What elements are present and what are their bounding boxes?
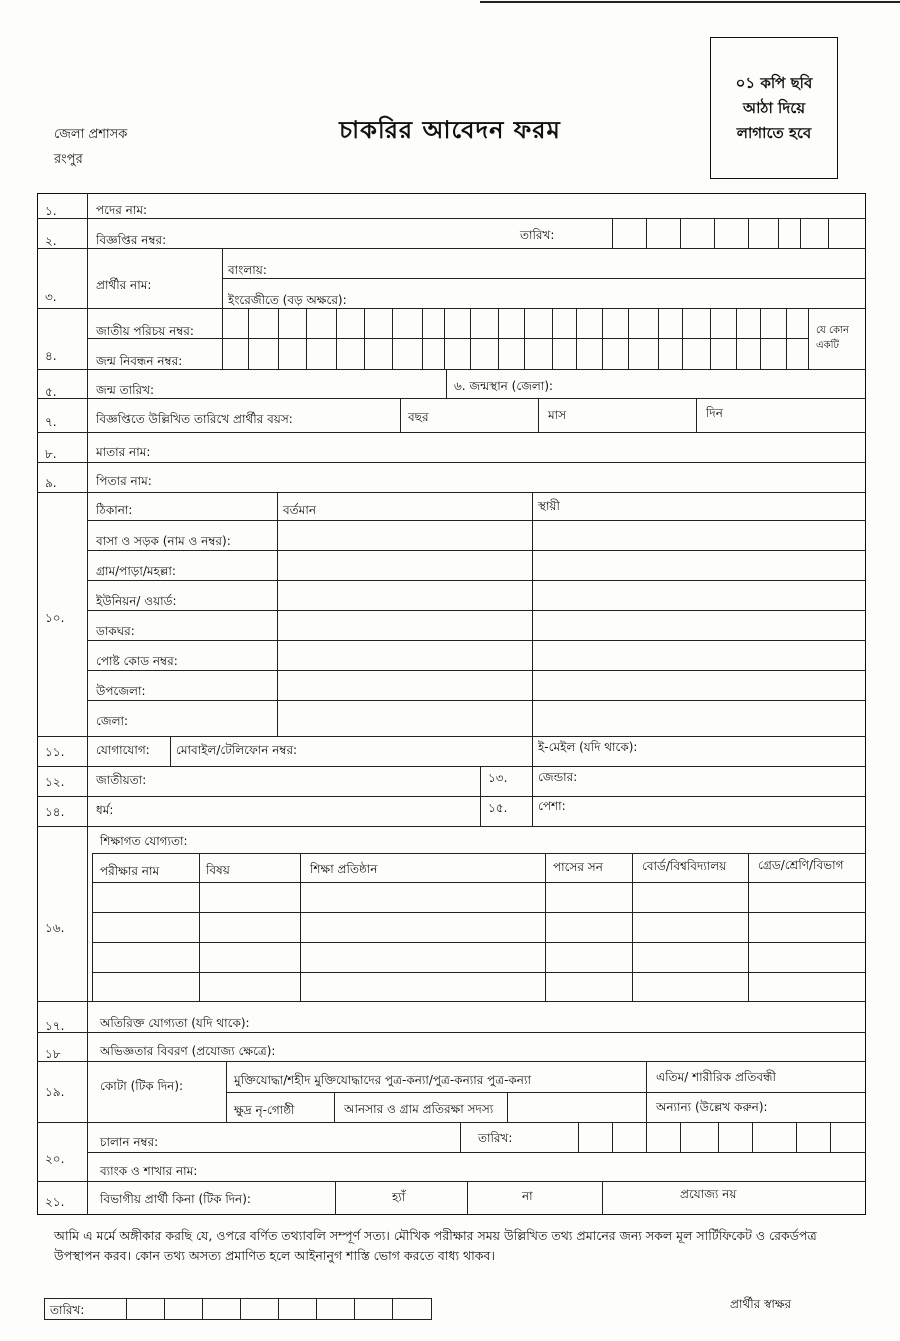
grid-v-line <box>467 1181 468 1215</box>
grid-v-line <box>760 308 761 369</box>
grid-v-line <box>532 766 533 826</box>
row-1-number: ১. <box>45 204 57 218</box>
grid-h-line <box>87 1152 866 1153</box>
grid-h-line <box>37 432 866 433</box>
grid-h-line <box>37 248 866 249</box>
age-day-label: দিন <box>706 406 723 420</box>
quota-ethnic-minority[interactable]: ক্ষুদ্র নৃ-গোষ্ঠী <box>234 1103 295 1117</box>
grid-v-line <box>248 308 249 369</box>
grid-h-line <box>37 218 866 219</box>
grid-v-line <box>498 308 499 369</box>
grid-h-line <box>37 492 866 493</box>
quota-ansar-vdp[interactable]: আনসার ও গ্রাম প্রতিরক্ষা সদস্য <box>344 1102 494 1116</box>
grid-v-line <box>422 308 423 369</box>
edu-col-subject: বিষয় <box>206 863 230 877</box>
grid-v-line <box>400 398 401 432</box>
post-name-label: পদের নাম: <box>96 203 148 217</box>
row-8-number: ৮. <box>45 447 57 461</box>
grid-v-line <box>830 1122 831 1152</box>
office-label: জেলা প্রশাসক <box>54 127 128 142</box>
grid-h-line <box>37 826 866 827</box>
row-18-number: ১৮ <box>45 1047 61 1061</box>
grid-h-line <box>87 580 866 581</box>
photo-box[interactable] <box>710 37 838 179</box>
grid-v-line <box>444 308 445 369</box>
row-4-number: ৪. <box>45 349 57 363</box>
grid-h-line <box>37 1061 866 1062</box>
grid-h-line <box>37 796 866 797</box>
grid-h-line <box>87 670 866 671</box>
either-one-note-1: যে কোন <box>816 325 849 336</box>
grid-v-line <box>334 1092 335 1122</box>
grid-v-line <box>532 736 533 766</box>
house-road-label: বাসা ও সড়ক (নাম ও নম্বর): <box>96 534 231 548</box>
grid-h-line <box>87 550 866 551</box>
father-name-label: পিতার নাম: <box>96 474 152 488</box>
post-office-label: ডাকঘর: <box>96 624 135 638</box>
footer-date-label: তারিখ: <box>50 1303 85 1317</box>
grid-h-line <box>92 942 866 943</box>
applicant-name-label: প্রার্থীর নাম: <box>96 278 152 292</box>
footer-date-cell-divider <box>240 1298 241 1320</box>
departmental-yes[interactable]: হ্যাঁ <box>392 1190 406 1204</box>
grid-h-line <box>37 1001 866 1002</box>
contact-label: যোগাযোগ: <box>96 743 150 757</box>
grid-v-line <box>658 308 659 369</box>
edu-col-board: বোর্ড/বিশ্ববিদ্যালয় <box>642 859 727 873</box>
grid-v-line <box>748 218 749 248</box>
grid-v-line <box>335 1181 336 1215</box>
grid-v-line <box>628 308 629 369</box>
footer-date-cell-divider <box>126 1298 127 1320</box>
photo-note-line-1: ০১ কপি ছবি <box>735 73 813 92</box>
grid-v-line <box>696 398 697 432</box>
departmental-na[interactable]: প্রযোজ্য নয় <box>680 1187 737 1201</box>
edu-col-institution: শিক্ষা প্রতিষ্ঠান <box>310 862 378 876</box>
village-label: গ্রাম/পাড়া/মহল্লা: <box>96 564 176 578</box>
departmental-label: বিভাগীয় প্রার্থী কিনা (টিক দিন): <box>100 1192 251 1206</box>
phone-label: মোবাইল/টেলিফোন নম্বর: <box>176 743 298 757</box>
challan-number-label: চালান নম্বর: <box>100 1135 159 1149</box>
grid-v-line <box>736 308 737 369</box>
grid-v-line <box>602 1181 603 1215</box>
edu-col-exam: পরীক্ষার নাম <box>100 864 160 878</box>
gender-label: জেন্ডার: <box>538 770 578 784</box>
grid-v-line <box>170 736 171 766</box>
profession-label: পেশা: <box>538 799 566 813</box>
footer-date-cell-divider <box>278 1298 279 1320</box>
grid-v-line <box>612 1122 613 1152</box>
age-month-label: মাস <box>548 408 567 422</box>
grid-h-line <box>92 853 866 854</box>
top-border-line <box>480 1 900 3</box>
district-field-label: জেলা: <box>96 714 129 728</box>
grid-h-line <box>37 1122 866 1123</box>
grid-v-line <box>545 853 546 1001</box>
row-19-number: ১৯. <box>45 1085 65 1099</box>
grid-v-line <box>92 853 93 1001</box>
grid-v-line <box>199 853 200 1001</box>
grid-v-line <box>392 308 393 369</box>
name-bangla-label: বাংলায়: <box>228 263 267 277</box>
name-bangla-field[interactable] <box>300 258 860 278</box>
challan-date-label: তারিখ: <box>478 1131 513 1145</box>
grid-v-line <box>828 218 829 248</box>
grid-v-line <box>538 398 539 432</box>
quota-other[interactable]: অন্যান্য (উল্লেখ করুন): <box>656 1100 768 1114</box>
grid-h-line <box>37 462 866 463</box>
grid-v-line <box>808 308 809 369</box>
row-5-number: ৫. <box>45 385 57 399</box>
grid-v-line <box>796 1122 797 1152</box>
nationality-label: জাতীয়তা: <box>96 773 147 787</box>
grid-h-line <box>37 1181 866 1182</box>
grid-v-line <box>786 308 787 369</box>
age-label: বিজ্ঞপ্তিতে উল্লিখিত তারিখে প্রার্থীর বয়স: <box>96 412 293 426</box>
row-21-number: ২১. <box>45 1195 65 1209</box>
grid-h-line <box>37 369 866 370</box>
birthplace-label: ৬. জন্মস্থান (জেলা): <box>454 379 554 393</box>
upazila-label: উপজেলা: <box>96 684 146 698</box>
grid-v-line <box>710 308 711 369</box>
row-16-number: ১৬. <box>45 921 65 935</box>
grid-v-line <box>646 1061 647 1122</box>
bank-branch-label: ব্যাংক ও শাখার নাম: <box>100 1164 198 1178</box>
grid-v-line <box>646 1122 647 1152</box>
edu-col-grade: গ্রেড/শ্রেণি/বিভাগ <box>758 858 844 872</box>
row-15-number: ১৫. <box>488 801 508 815</box>
experience-label: অভিজ্ঞতার বিবরণ (প্রযোজ্য ক্ষেত্রে): <box>100 1044 276 1058</box>
footer-date-cell-divider <box>202 1298 203 1320</box>
grid-h-line <box>87 338 808 339</box>
grid-v-line <box>646 218 647 248</box>
permanent-address-header: স্থায়ী <box>538 499 560 513</box>
circular-date-label: তারিখ: <box>520 228 555 242</box>
footer-date-cell-divider <box>316 1298 317 1320</box>
grid-h-line <box>87 520 866 521</box>
circular-number-field[interactable] <box>240 222 500 246</box>
grid-h-line <box>37 308 866 309</box>
row-3-number: ৩. <box>45 290 57 304</box>
grid-v-line <box>752 1122 753 1152</box>
row-20-number: ২০. <box>45 1152 65 1166</box>
grid-h-line <box>37 1032 866 1033</box>
grid-v-line <box>480 766 481 826</box>
grid-v-line <box>524 308 525 369</box>
grid-v-line <box>602 308 603 369</box>
grid-h-line <box>87 700 866 701</box>
post-code-label: পোষ্ট কোড নম্বর: <box>96 654 178 668</box>
row-11-number: ১১. <box>45 745 65 759</box>
edu-col-year: পাসের সন <box>553 860 603 874</box>
grid-v-line <box>778 218 779 248</box>
grid-v-line <box>748 853 749 1001</box>
grid-v-line <box>278 308 279 369</box>
grid-v-line <box>300 853 301 1001</box>
form-title: চাকরির আবেদন ফরম <box>339 116 561 144</box>
row-13-number: ১৩. <box>488 771 508 785</box>
grid-h-line <box>92 912 866 913</box>
either-one-note-2: একটি <box>816 340 839 351</box>
grid-v-line <box>306 308 307 369</box>
footer-date-box[interactable] <box>44 1298 432 1320</box>
row-7-number: ৭. <box>45 415 57 429</box>
name-english-label: ইংরেজীতে (বড় অক্ষরে): <box>228 293 347 307</box>
address-label: ঠিকানা: <box>96 503 133 517</box>
religion-label: ধর্ম: <box>96 803 114 817</box>
education-label: শিক্ষাগত যোগ্যতা: <box>100 834 188 848</box>
grid-h-line <box>37 766 866 767</box>
union-ward-label: ইউনিয়ন/ ওয়ার্ড: <box>96 594 177 608</box>
dob-label: জন্ম তারিখ: <box>96 383 155 397</box>
signature-label: প্রার্থীর স্বাক্ষর <box>730 1297 792 1311</box>
row-14-number: ১৪. <box>45 805 65 819</box>
grid-v-line <box>507 1092 508 1122</box>
nid-label: জাতীয় পরিচয় নম্বর: <box>96 324 194 338</box>
grid-v-line <box>460 1122 461 1152</box>
email-label: ই-মেইল (যদি থাকে): <box>538 740 638 754</box>
grid-v-line <box>612 218 613 248</box>
footer-date-cell-divider <box>354 1298 355 1320</box>
footer-date-cell-divider <box>164 1298 165 1320</box>
photo-note-line-2: আঠা দিয়ে <box>742 98 806 117</box>
grid-h-line <box>222 278 866 279</box>
row-10-number: ১০. <box>45 611 65 625</box>
row-17-number: ১৭. <box>45 1019 65 1033</box>
grid-h-line <box>37 736 866 737</box>
grid-h-line <box>226 1092 866 1093</box>
grid-v-line <box>682 308 683 369</box>
grid-v-line <box>714 218 715 248</box>
declaration-text: আমি এ মর্মে অঙ্গীকার করছি যে, ওপরে বর্ণিত তথ্যাবলি সম্পূর্ণ সত্য। মৌখিক পরীক্ষার সময় উল্লিখিত তথ্য প্রমানের জন্য সকল মূল সার্টিফিকেট ও রেকর্ডপত্র উপস্থাপন করব। কোন তথ্য অসত্য প্রমাণিত হলে আইনানুগ শাস্তি ভোগ করতে বাধ্য থাকব। <box>54 1228 817 1263</box>
grid-v-line <box>446 369 447 398</box>
row-12-number: ১২. <box>45 775 65 789</box>
departmental-no[interactable]: না <box>522 1189 533 1203</box>
grid-h-line <box>37 398 866 399</box>
present-address-header: বর্তমান <box>283 503 316 517</box>
grid-v-line <box>578 1122 579 1152</box>
grid-v-line <box>632 853 633 1001</box>
quota-label: কোটা (টিক দিন): <box>100 1079 184 1093</box>
quota-orphan-disabled[interactable]: এতিম/ শারীরিক প্রতিবন্ধী <box>656 1070 776 1084</box>
quota-freedom-fighter[interactable]: মুক্তিযোদ্ধা/শহীদ মুক্তিযোদ্ধাদের পুত্র-কন্যা/পুত্র-কন্যার পুত্র-কন্যা <box>234 1073 531 1087</box>
extra-qualification-label: অতিরিক্ত যোগ্যতা (যদি থাকে): <box>100 1016 250 1030</box>
name-english-field[interactable] <box>370 286 860 308</box>
grid-v-line <box>552 308 553 369</box>
grid-h-line <box>92 882 866 883</box>
circular-number-label: বিজ্ঞপ্তির নম্বর: <box>96 233 167 247</box>
grid-h-line <box>92 972 866 973</box>
grid-v-line <box>576 308 577 369</box>
row-2-number: ২. <box>45 234 57 248</box>
grid-v-line <box>800 218 801 248</box>
grid-v-line <box>336 308 337 369</box>
grid-v-line <box>364 308 365 369</box>
grid-v-line <box>680 218 681 248</box>
grid-v-line <box>470 308 471 369</box>
footer-date-cell-divider <box>392 1298 393 1320</box>
grid-v-line <box>718 1122 719 1152</box>
district-label: রংপুর <box>54 152 83 167</box>
mother-name-label: মাতার নাম: <box>96 445 151 459</box>
grid-h-line <box>87 640 866 641</box>
photo-note-line-3: লাগাতে হবে <box>736 123 812 142</box>
grid-h-line <box>87 610 866 611</box>
row-9-number: ৯. <box>45 476 57 490</box>
grid-v-line <box>680 1122 681 1152</box>
birth-reg-label: জন্ম নিবন্ধন নম্বর: <box>96 354 183 368</box>
post-name-field[interactable] <box>240 196 860 218</box>
age-year-label: বছর <box>408 410 429 424</box>
